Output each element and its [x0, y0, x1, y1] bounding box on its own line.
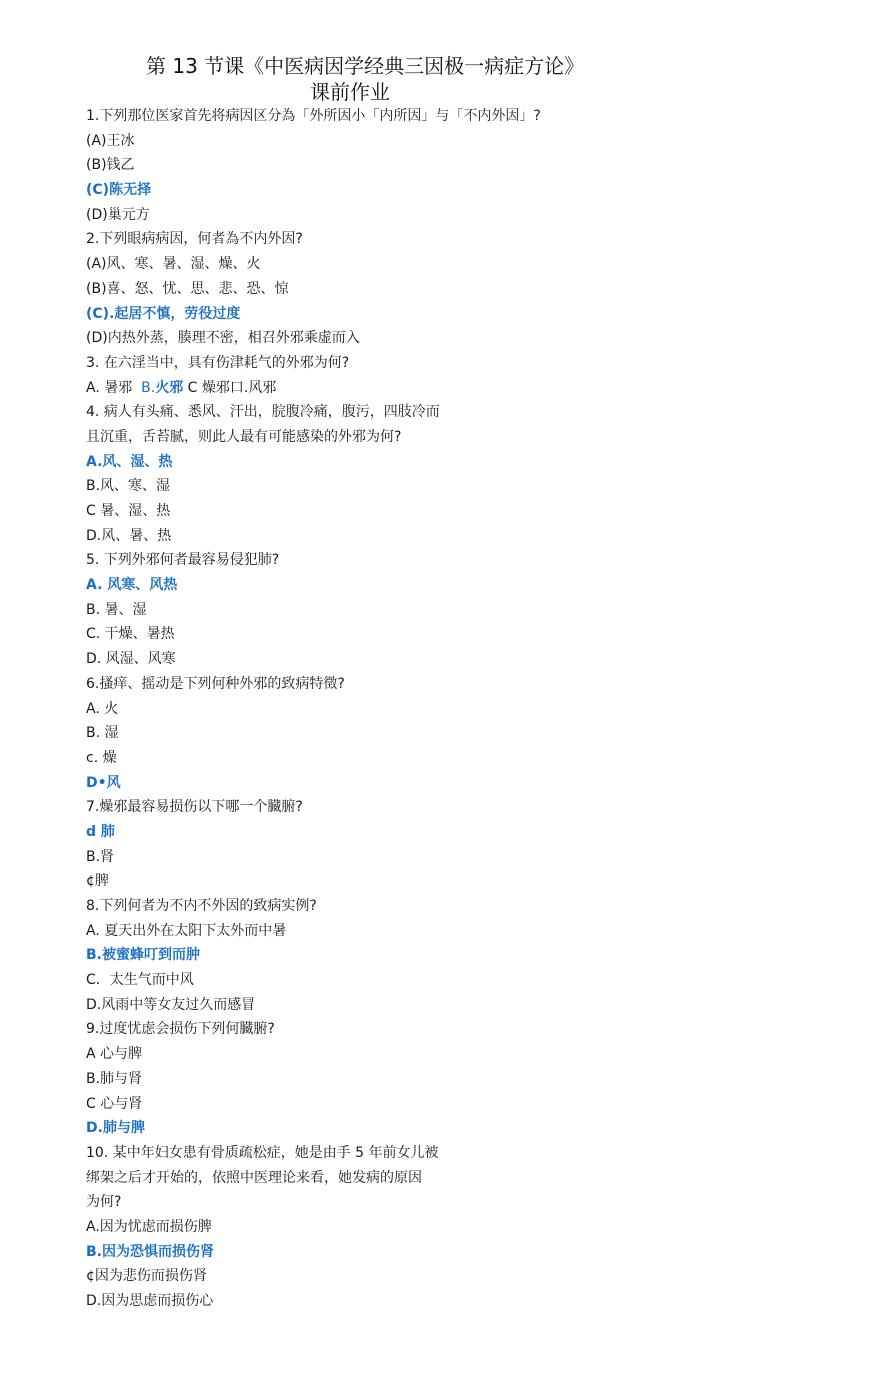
text-line: 7.燥邪最容易损伤以下哪一个臓腑? — [86, 799, 303, 816]
text-line: 且沉重，舌苔腻，则此人最有可能感染的外邪为何? — [86, 428, 402, 445]
text-line: 6.搔痒、摇动是下列何种外邪的致病特徵? — [86, 675, 345, 692]
text-line: ¢因为悲伤而损伤肾 — [86, 1268, 207, 1285]
text-line: (B)钱乙 — [86, 157, 135, 174]
text-line: B.肾 — [86, 848, 115, 865]
text-line: A. 火 — [86, 700, 119, 717]
text-line: 10. 某中年妇女患有骨质疏松症，她是由手 5 年前女儿被 — [86, 1144, 439, 1161]
text-line: A.因为忧虑而损伤脾 — [86, 1218, 212, 1235]
text-line: ¢脾 — [86, 873, 109, 890]
text-line: 5. 下列外邪何者最容易侵犯肺? — [86, 552, 280, 569]
answer-line: D•风 — [86, 774, 121, 791]
answer-line: (C)陈无择 — [86, 182, 152, 199]
answer-line: A. 风寒、风热 — [86, 577, 178, 594]
text-line: (A)风、寒、暑、湿、燥、火 — [86, 256, 261, 273]
text-line: 1.下列那位医家首先将病因区分為「外所因小「内所因」与「不内外因」? — [86, 108, 541, 124]
text-line: (D)巢元方 — [86, 206, 150, 223]
answer-line: D.肺与脾 — [86, 1120, 145, 1137]
text-line: D.因为思虑而损伤心 — [86, 1293, 214, 1309]
text-line: 3. 在六淫当中，具有伤津耗气的外邪为何? — [86, 354, 350, 371]
text-line: 为何? — [86, 1194, 122, 1211]
question-list — [86, 104, 846, 1314]
text-line: c. 燥 — [86, 749, 117, 766]
text-line: 8.下列何者为不内不外因的致病实例? — [86, 898, 317, 914]
answer-line: B.被蜜蜂叮到而肿 — [86, 947, 200, 964]
text-line: B.肺与肾 — [86, 1070, 143, 1087]
text-line: A. 夏天出外在太阳下太外而中暑 — [86, 922, 287, 939]
text-line: C 心与肾 — [86, 1095, 143, 1112]
option-a: A. 暑邪 — [86, 379, 133, 396]
text-line: 9.过度忧虑会损伤下列何臓腑? — [86, 1021, 275, 1038]
text-line: B. 湿 — [86, 725, 119, 742]
text-line: (D)内热外蒸，腠理不密，相召外邪乘虚而入 — [86, 330, 360, 347]
answer-line: B.因为恐惧而损伤肾 — [86, 1243, 214, 1260]
text-line: 绑架之后才开始的，依照中医理论来看，她发病的原因 — [86, 1169, 422, 1186]
answer-line: A.风、湿、热 — [86, 453, 173, 470]
text-line: A 心与脾 — [86, 1046, 143, 1063]
option-c-d: C 燥邪口.风邪 — [187, 379, 277, 396]
text-line: (A)王冰 — [86, 132, 135, 149]
text-line: B.风、寒、湿 — [86, 478, 171, 495]
answer-line: (C).起居不慎，劳役过度 — [86, 305, 241, 322]
document-subtitle: 课前作业 — [310, 80, 390, 104]
text-line: 2.下列眼病病因，何者為不内外因? — [86, 231, 303, 248]
text-line: D.风雨中等女友过久而感冒 — [86, 996, 256, 1013]
text-line: C 暑、湿、热 — [86, 503, 171, 519]
option-b-prefix: B. — [141, 379, 156, 396]
text-line: D. 风湿、风寒 — [86, 651, 176, 668]
text-line: C. 干燥、暑热 — [86, 626, 175, 643]
option-b-answer: 火邪 — [155, 379, 184, 396]
answer-line: d 肺 — [86, 823, 115, 840]
document-title: 第 13 节课《中医病因学经典三因极一病症方论》 — [146, 54, 585, 78]
text-line: (B)喜、怒、忧、思、悲、恐、惊 — [86, 280, 289, 297]
text-line: C．太生气而中风 — [86, 972, 194, 989]
text-line: B. 暑、湿 — [86, 601, 147, 618]
q3-options-line — [86, 376, 846, 401]
text-line: 4. 病人有头痛、悉风、汗出，脘腹冷痛，腹污，四肢冷而 — [86, 404, 440, 421]
text-line: D.风、暑、热 — [86, 527, 172, 544]
